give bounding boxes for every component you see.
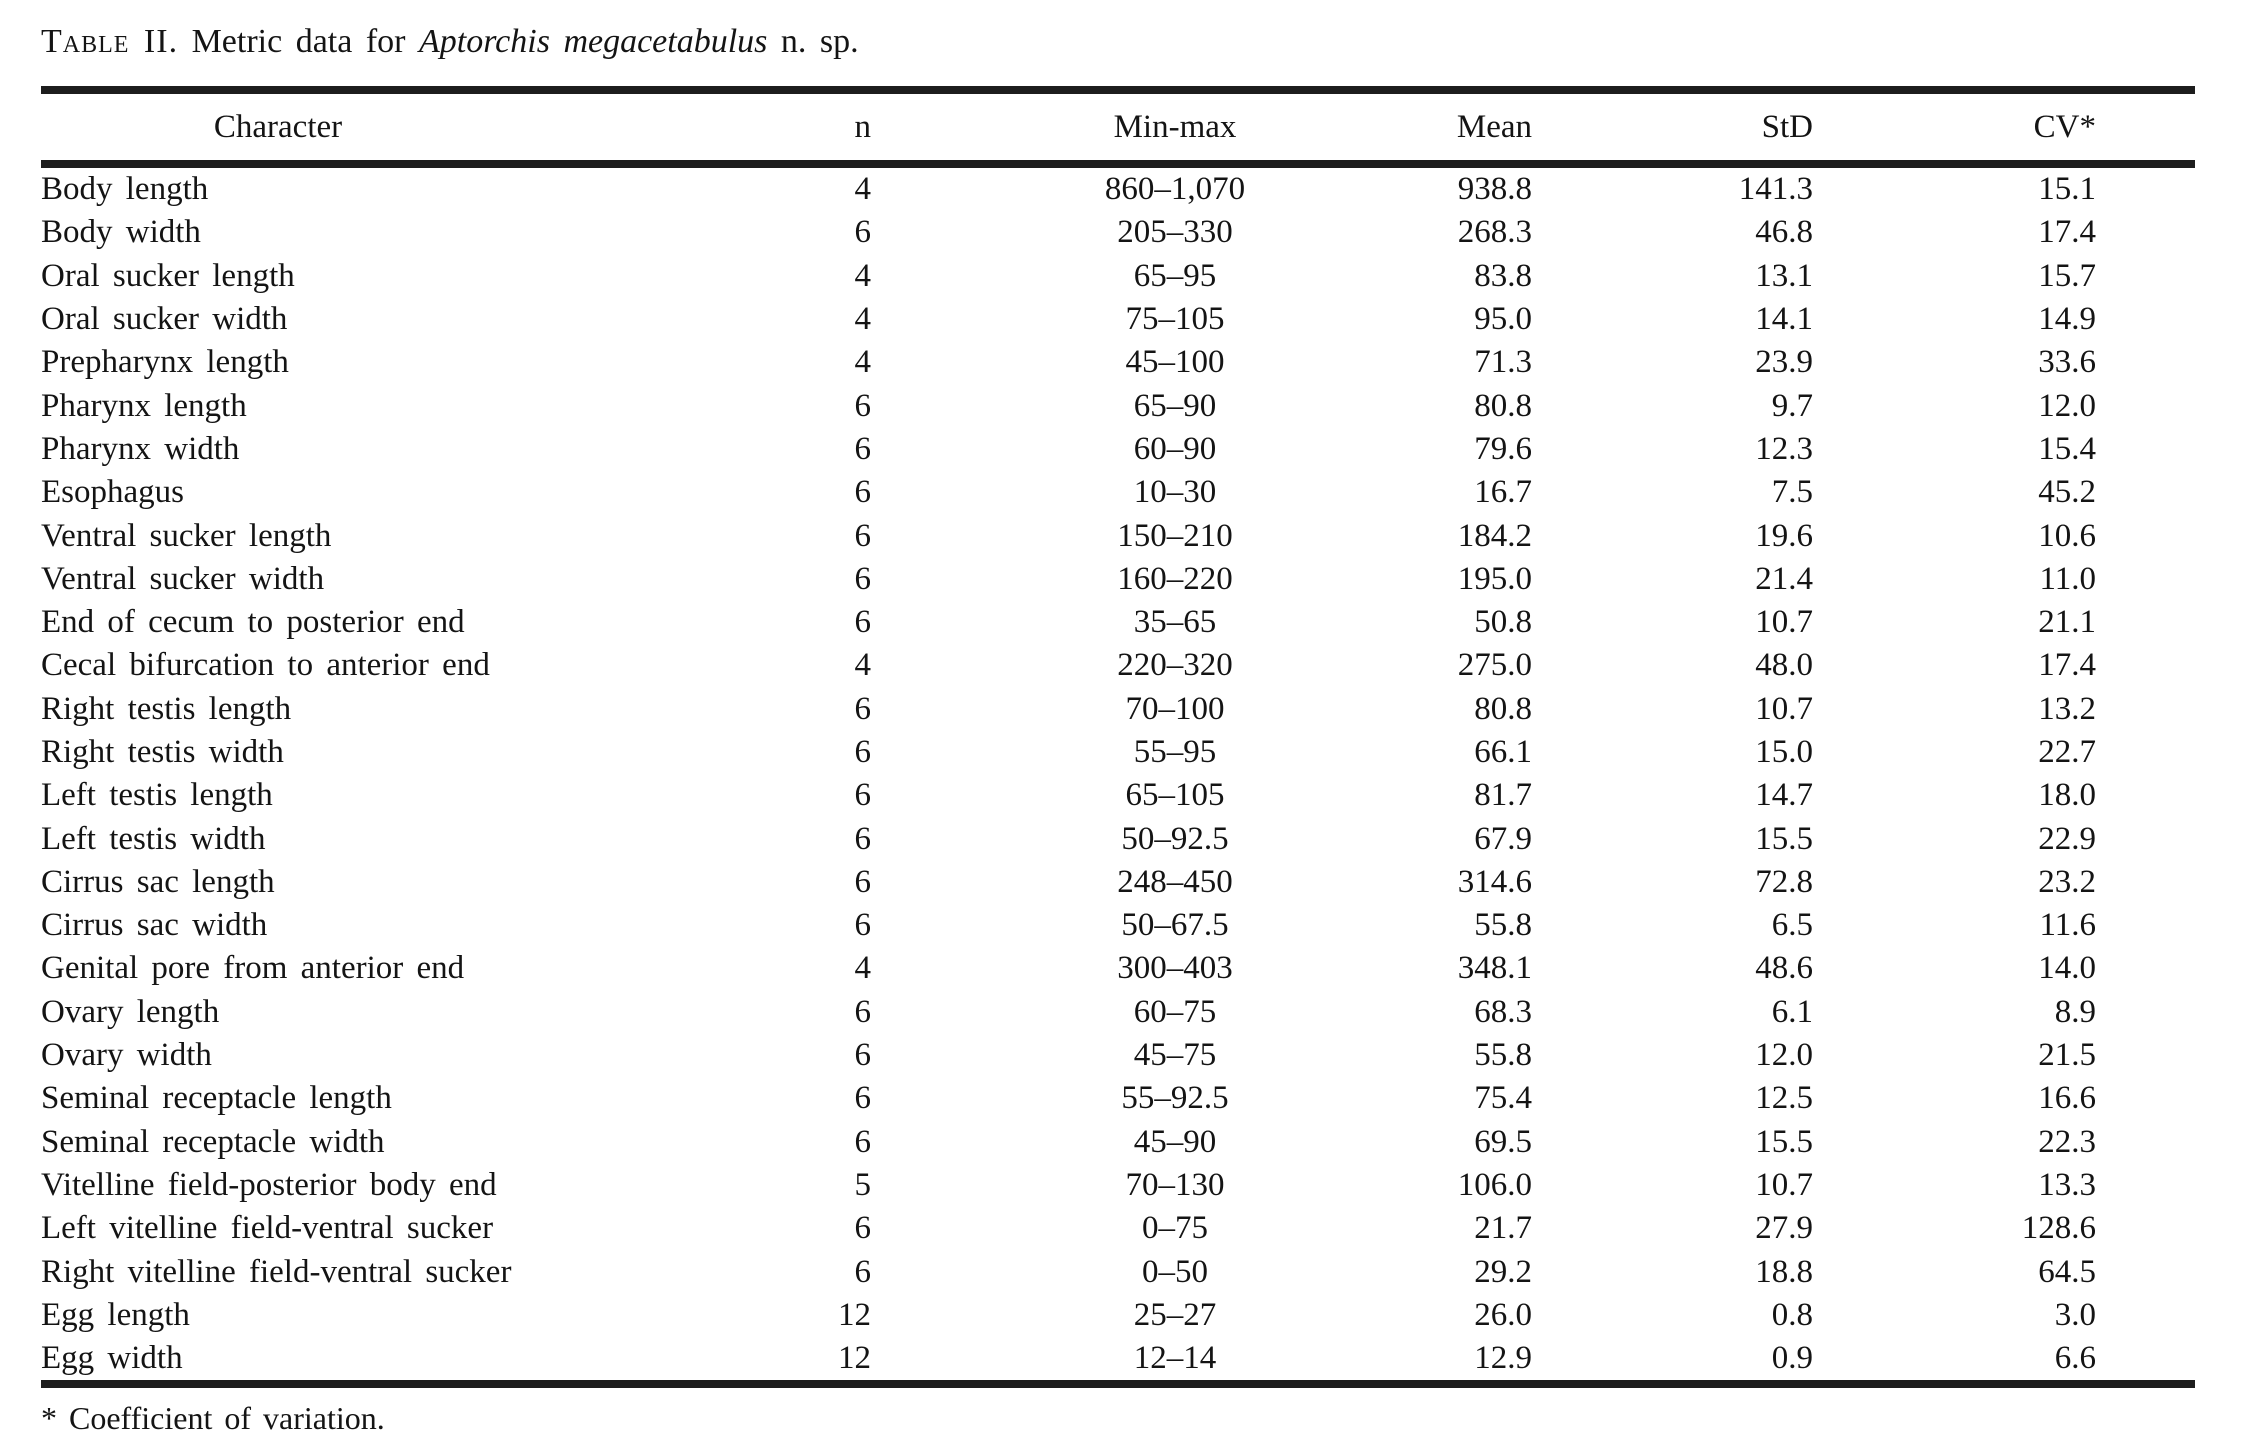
character-cell: Egg width [41,1340,183,1377]
mean-cell: 81.7 [1474,777,1532,814]
footnote: * Coefficient of variation. [41,1400,385,1437]
std-cell: 0.9 [1771,1340,1813,1377]
mean-cell: 66.1 [1474,734,1532,770]
character-cell: Body length [41,171,209,208]
mean-cell: 29.2 [1474,1253,1532,1290]
table-row [41,1207,2195,1250]
character-cell: Body width [41,214,201,251]
std-cell: 21.4 [1755,560,1813,597]
min-max-cell: 205–330 [1117,214,1233,251]
std-cell: 12.3 [1755,430,1813,467]
std-cell: 19.6 [1755,517,1813,554]
std-cell: 13.1 [1755,257,1813,294]
table-row [41,298,2195,341]
cv-cell: 13.3 [2038,1166,2096,1203]
n-cell: 6 [854,387,871,424]
metric-data-table [41,94,2195,1380]
cv-cell: 64.5 [2038,1253,2096,1290]
std-cell: 46.8 [1755,214,1813,251]
character-cell: Cirrus sac length [41,863,275,900]
mean-cell: 12.9 [1474,1340,1532,1377]
cv-cell: 128.6 [2021,1210,2096,1247]
std-cell: 23.9 [1755,344,1813,381]
n-cell: 6 [854,214,871,251]
table-row [41,1164,2195,1207]
std-cell: 7.5 [1771,474,1813,511]
cv-cell: 18.0 [2038,777,2096,814]
min-max-cell: 860–1,070 [1104,171,1246,208]
character-cell: Ovary width [41,1037,212,1074]
table-row [41,904,2195,947]
std-cell: 10.7 [1755,1166,1813,1203]
table-row [41,558,2195,601]
cv-cell: 45.2 [2038,474,2096,511]
table-row [41,514,2195,557]
mean-cell: 83.8 [1474,257,1532,294]
table-row [41,211,2195,254]
paper-table-page [41,0,2195,1437]
min-max-cell: 55–95 [1133,734,1217,770]
std-cell: 48.6 [1755,950,1813,987]
n-cell: 6 [854,430,871,467]
n-cell: 4 [854,647,871,684]
mean-cell: 938.8 [1457,171,1532,208]
std-cell: 15.5 [1755,820,1813,857]
character-cell: Cirrus sac width [41,907,268,944]
mean-cell: 268.3 [1457,214,1532,251]
std-cell: 15.5 [1755,1123,1813,1160]
cv-cell: 8.9 [2054,993,2096,1030]
n-cell: 5 [854,1166,871,1203]
n-cell: 6 [854,734,871,770]
mean-cell: 71.3 [1474,344,1532,381]
table-row [41,341,2195,384]
std-cell: 10.7 [1755,604,1813,641]
mean-cell: 80.8 [1474,387,1532,424]
character-cell: Right vitelline field-ventral sucker [41,1253,512,1290]
bottom-rule [41,1380,2195,1388]
cv-cell: 22.7 [2038,734,2096,770]
min-max-cell: 50–67.5 [1121,907,1229,944]
min-max-cell: 160–220 [1117,560,1233,597]
table-row [41,991,2195,1034]
table-row [41,601,2195,644]
character-cell: Pharynx width [41,430,240,467]
n-cell: 6 [854,1080,871,1117]
table-row [41,731,2195,774]
n-cell: 6 [854,517,871,554]
cv-cell: 22.3 [2038,1123,2096,1160]
std-cell: 72.8 [1755,863,1813,900]
n-cell: 6 [854,1037,871,1074]
cv-cell: 21.5 [2038,1037,2096,1074]
col-header-std: StD [1591,94,1871,164]
mean-cell: 195.0 [1457,560,1532,597]
caption-suffix: n. sp. [780,23,859,60]
std-cell: 6.1 [1771,993,1813,1030]
table-row [41,947,2195,990]
mean-cell: 55.8 [1474,1037,1532,1074]
n-cell: 4 [854,344,871,381]
cv-cell: 14.9 [2038,301,2096,338]
mean-cell: 106.0 [1457,1166,1532,1203]
character-cell: Seminal receptacle width [41,1123,385,1160]
mean-cell: 50.8 [1474,604,1532,641]
n-cell: 6 [854,1123,871,1160]
cv-cell: 16.6 [2038,1080,2096,1117]
n-cell: 12 [838,1296,871,1333]
table-row [41,1337,2195,1380]
character-cell: Left vitelline field-ventral sucker [41,1210,494,1247]
n-cell: 6 [854,863,871,900]
std-cell: 27.9 [1755,1210,1813,1247]
std-cell: 141.3 [1738,171,1813,208]
mean-cell: 16.7 [1474,474,1532,511]
std-cell: 9.7 [1771,387,1813,424]
table-row [41,861,2195,904]
mean-cell: 21.7 [1474,1210,1532,1247]
n-cell: 4 [854,257,871,294]
n-cell: 4 [854,301,871,338]
n-cell: 6 [854,993,871,1030]
table-row [41,428,2195,471]
table-row [41,817,2195,860]
col-header-cv: CV* [1871,94,2195,164]
cv-cell: 13.2 [2038,690,2096,727]
mean-cell: 55.8 [1474,907,1532,944]
n-cell: 4 [854,171,871,208]
mean-cell: 68.3 [1474,993,1532,1030]
cv-cell: 6.6 [2054,1340,2096,1377]
character-cell: Ventral sucker width [41,560,325,597]
cv-cell: 15.7 [2038,257,2096,294]
mean-cell: 275.0 [1457,647,1532,684]
character-cell: Egg length [41,1296,190,1333]
min-max-cell: 25–27 [1133,1296,1217,1333]
std-cell: 15.0 [1755,734,1813,770]
character-cell: Oral sucker width [41,301,288,338]
mean-cell: 79.6 [1474,430,1532,467]
std-cell: 10.7 [1755,690,1813,727]
min-max-cell: 70–130 [1125,1166,1225,1203]
min-max-cell: 35–65 [1133,604,1217,641]
n-cell: 6 [854,1253,871,1290]
mean-cell: 314.6 [1457,863,1532,900]
character-cell: End of cecum to posterior end [41,604,465,641]
cv-cell: 10.6 [2038,517,2096,554]
min-max-cell: 10–30 [1133,474,1217,511]
min-max-cell: 65–105 [1125,777,1225,814]
character-cell: Right testis length [41,690,292,727]
cv-cell: 17.4 [2038,647,2096,684]
min-max-cell: 50–92.5 [1121,820,1229,857]
top-rule [41,86,2195,94]
min-max-cell: 45–75 [1133,1037,1217,1074]
n-cell: 4 [854,950,871,987]
std-cell: 48.0 [1755,647,1813,684]
n-cell: 6 [854,1210,871,1247]
mean-cell: 95.0 [1474,301,1532,338]
n-cell: 6 [854,474,871,511]
min-max-cell: 70–100 [1125,690,1225,727]
mean-cell: 75.4 [1474,1080,1532,1117]
std-cell: 12.5 [1755,1080,1813,1117]
table-row [41,255,2195,298]
col-header-n: n [731,94,871,164]
cv-cell: 12.0 [2038,387,2096,424]
n-cell: 6 [854,604,871,641]
min-max-cell: 12–14 [1133,1340,1217,1377]
n-cell: 6 [854,560,871,597]
min-max-cell: 65–90 [1133,387,1217,424]
table-caption [41,20,2195,64]
std-cell: 0.8 [1771,1296,1813,1333]
std-cell: 14.1 [1755,301,1813,338]
cv-cell: 33.6 [2038,344,2096,381]
min-max-cell: 0–50 [1142,1253,1208,1290]
col-header-min-max: Min-max [871,94,1431,164]
col-header-mean: Mean [1431,94,1591,164]
table-row [41,1250,2195,1293]
character-cell: Esophagus [41,474,184,511]
character-cell: Ovary length [41,993,220,1030]
character-cell: Right testis width [41,734,284,770]
cv-cell: 15.1 [2038,171,2096,208]
cv-cell: 11.6 [2039,907,2096,944]
character-cell: Oral sucker length [41,257,295,294]
character-cell: Pharynx length [41,387,247,424]
min-max-cell: 75–105 [1125,301,1225,338]
table-row [41,384,2195,427]
cv-cell: 15.4 [2038,430,2096,467]
n-cell: 6 [854,820,871,857]
col-header-character: Character [41,94,731,164]
character-cell: Cecal bifurcation to anterior end [41,647,490,684]
table-number: Table II. [41,23,179,60]
character-cell: Prepharynx length [41,344,289,381]
table-row [41,1034,2195,1077]
std-cell: 18.8 [1755,1253,1813,1290]
mean-cell: 26.0 [1474,1296,1532,1333]
min-max-cell: 150–210 [1117,517,1233,554]
min-max-cell: 248–450 [1117,863,1233,900]
cv-cell: 21.1 [2038,604,2096,641]
species-name: Aptorchis megacetabulus [418,23,768,60]
table-row [41,164,2195,211]
character-cell: Left testis length [41,777,273,814]
table-row [41,644,2195,687]
std-cell: 6.5 [1771,907,1813,944]
table-row [41,774,2195,817]
caption-text: Metric data for [191,23,406,60]
min-max-cell: 0–75 [1142,1210,1208,1247]
n-cell: 6 [854,777,871,814]
cv-cell: 14.0 [2038,950,2096,987]
header-row [41,94,2195,164]
mean-cell: 67.9 [1474,820,1532,857]
mean-cell: 348.1 [1457,950,1532,987]
min-max-cell: 220–320 [1117,647,1233,684]
table-row [41,1121,2195,1164]
table-row [41,1077,2195,1120]
std-cell: 12.0 [1755,1037,1813,1074]
min-max-cell: 65–95 [1133,257,1217,294]
min-max-cell: 60–75 [1133,993,1217,1030]
min-max-cell: 60–90 [1133,430,1217,467]
character-cell: Vitelline field-posterior body end [41,1166,497,1203]
table-row [41,471,2195,514]
character-cell: Seminal receptacle length [41,1080,392,1117]
n-cell: 12 [838,1340,871,1377]
cv-cell: 23.2 [2038,863,2096,900]
cv-cell: 17.4 [2038,214,2096,251]
std-cell: 14.7 [1755,777,1813,814]
mean-cell: 69.5 [1474,1123,1532,1160]
table-row [41,688,2195,731]
min-max-cell: 45–90 [1133,1123,1217,1160]
cv-cell: 3.0 [2054,1296,2096,1333]
min-max-cell: 55–92.5 [1121,1080,1229,1117]
n-cell: 6 [854,907,871,944]
mean-cell: 80.8 [1474,690,1532,727]
table-row [41,1294,2195,1337]
mean-cell: 184.2 [1457,517,1532,554]
cv-cell: 11.0 [2039,560,2096,597]
character-cell: Ventral sucker length [41,517,332,554]
character-cell: Left testis width [41,820,266,857]
min-max-cell: 300–403 [1117,950,1233,987]
character-cell: Genital pore from anterior end [41,950,465,987]
n-cell: 6 [854,690,871,727]
cv-cell: 22.9 [2038,820,2096,857]
min-max-cell: 45–100 [1125,344,1225,381]
